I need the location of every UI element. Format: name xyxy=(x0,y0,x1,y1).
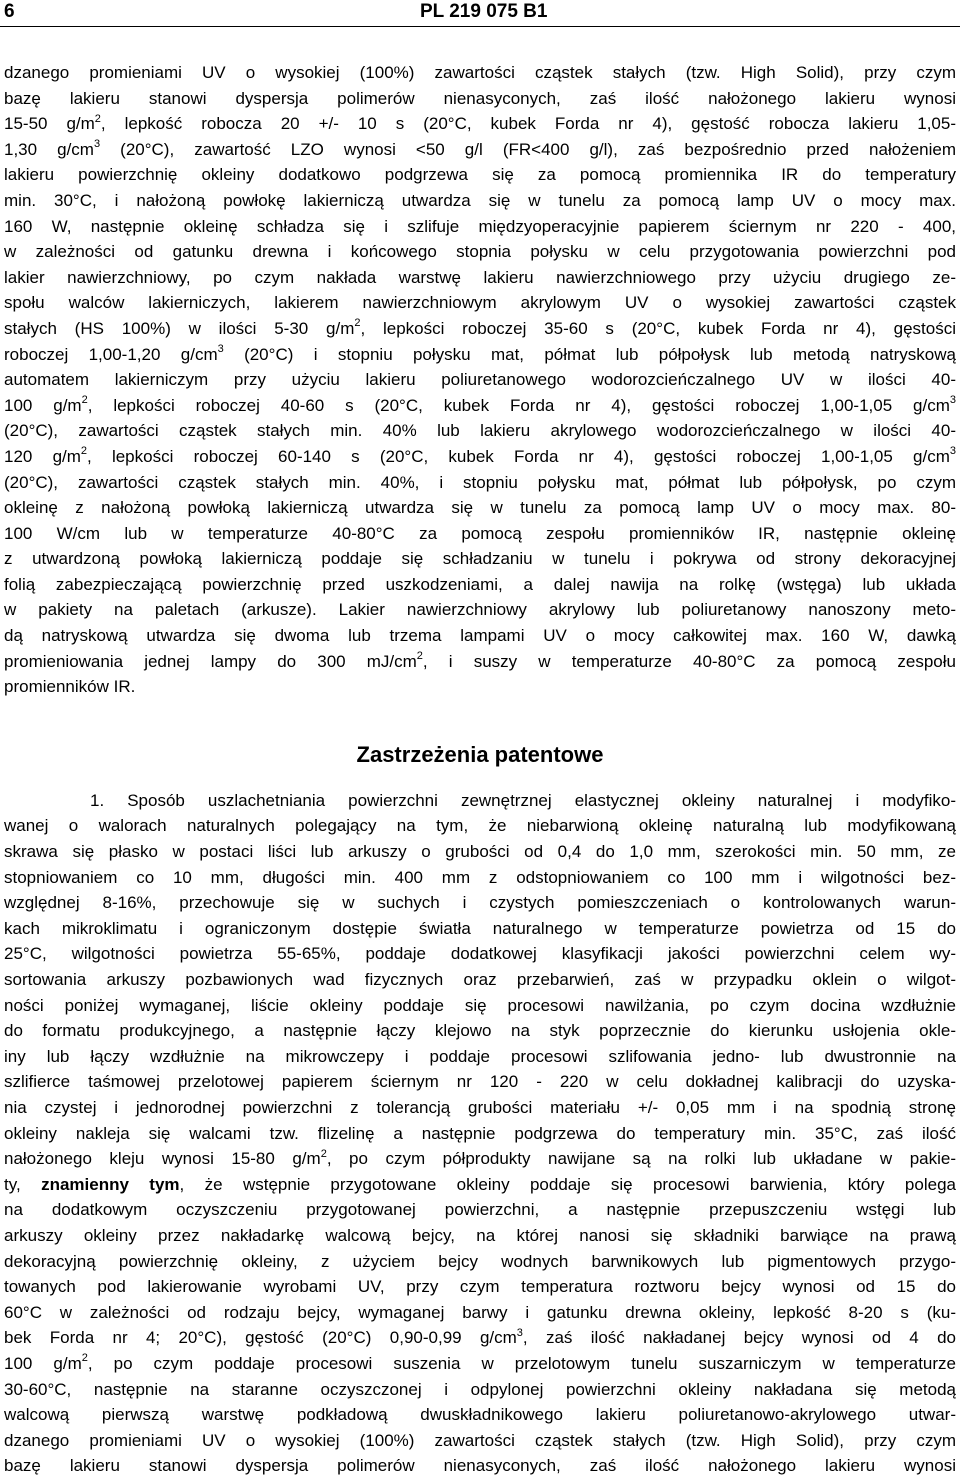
superscript: 3 xyxy=(93,138,101,151)
claim-text-line: skrawa się płasko w postaci liści lub arkuszy o grubości od 0,4 do 1,0 mm, szerokości min. 50 mm, ze xyxy=(4,842,956,862)
superscript: 2 xyxy=(416,650,423,662)
claim-text-line: wanej o walorach naturalnych polegający na tym, że niebarwioną okleinę naturalną lub modyfikowaną xyxy=(4,816,956,836)
claim-text-line: stopniowaniem co 10 mm, długości min. 400 mm z odstopniowaniem co 100 mm i wilgotności bez- xyxy=(4,867,956,887)
superscript: 2 xyxy=(81,394,88,407)
page-number: 6 xyxy=(4,1,15,22)
claim-text-line: iny lub łączy wzdłużnie na mikrowczepy i poddaje procesowi szlifowania jedno- lub dwustronnie na xyxy=(4,1046,956,1066)
claim-text-line: arkuszy okleiny przez nakładarkę walcową bejcy, na której nanosi się składniki barwiące na prawą xyxy=(4,1225,956,1245)
claim-text-line: dzanego promieniami UV o wysokiej (100%) zawartości cząstek stałych (tzw. High Solid), przy czym xyxy=(4,1430,956,1450)
text-line: 120 $g/m^2$, lepkości roboczej 60-140 s (20°C, kubek Forda nr 4), gęstości roboczej 1,00-1,05 $g/cm^3$ xyxy=(4,445,956,466)
text-line: z utwardzoną powłoką lakierniczą poddaje się schładzaniu w tunelu i pokrywa od strony dekoracyjnej xyxy=(4,549,956,569)
superscript: 2 xyxy=(80,445,88,458)
claim-text-line: sortowania arkuszy pozbawionych wad fizycznych oraz przebarwień, zaś w przypadku oklein o wilgot- xyxy=(4,970,956,989)
page-header xyxy=(0,0,960,26)
text-line: min. 30°C, i nałożoną powłokę lakierniczą utwardza się w tunelu za pomocą lamp UV o mocy max. xyxy=(4,190,956,210)
superscript: 2 xyxy=(354,317,361,330)
text-line: folią zabezpieczającą powierzchnię przed uszkodzeniami, a dalej nawija na rolkę (wstęga) lub układa xyxy=(4,574,956,594)
superscript: 3 xyxy=(949,445,956,458)
claim-text-line: 60°C w zależności od rodzaju bejcy, wymaganej barwy i gatunku drewna okleiny, lepkość 8-20 s (ku- xyxy=(4,1302,956,1322)
claim-text-line: ności poniżej wymaganej, liście okleiny poddaje się procesowi nawilżania, po czym docina wzdłużnie xyxy=(4,995,956,1015)
text-line: 100 W/cm lub w temperaturze 40-80°C za pomocą zespołu promienników IR, następnie okleinę xyxy=(4,523,956,543)
text-line: lakieru powierzchnię okleiny dodatkowo podgrzewa się za pomocą promiennika IR do temperatury xyxy=(4,165,956,185)
claim-text-line: szlifierce taśmowej przelotowej papierem ściernym nr 120 - 220 w celu dokładnej kalibracji do uzyska- xyxy=(4,1072,956,1092)
text-line: stałych (HS 100%) w ilości 5-30 $g/m^2$, lepkości roboczej 35-60 s (20°C, kubek Forda nr 4), gęstości xyxy=(4,317,956,338)
claim-text-line: 100 $g/m^2$, po czym poddaje procesowi suszenia w przelotowym tunelu suszarniczym w temperaturze xyxy=(4,1352,956,1373)
text-line: (20°C), zawartości cząstek stałych min. 40%, i stopniu połysku mat, półmat lub półpołysk, po czym xyxy=(4,472,956,492)
superscript: 2 xyxy=(81,1352,88,1365)
page-body xyxy=(4,60,956,1479)
superscript: 3 xyxy=(949,394,956,407)
claim-text-line: 1. Sposób uszlachetniania powierzchni zewnętrznej elastycznej okleiny naturalnej i modyfiko- xyxy=(90,790,956,810)
superscript: 3 xyxy=(516,1326,523,1339)
text-line: w pakiety na paletach (arkusze). Lakier nawierzchniowy akrylowy lub poliuretanowy nanoszony meto- xyxy=(4,600,956,620)
claim-text-line: nia czystej i jednorodnej powierzchni z tolerancją grubości materiału +/- 0,05 mm i na spodnią stronę xyxy=(4,1097,956,1117)
header-rule xyxy=(0,26,960,27)
text-line: promieniowania jednej lampy do 300 $mJ/cm^2$, i suszy w temperaturze 40-80°C za pomocą zespołu xyxy=(4,650,956,671)
text-line: 1,30 $g/cm^3$ (20°C), zawartość LZO wynosi <50 g/l (FR<400 g/l), zaś bezpośrednio przed nałożeniem xyxy=(4,138,957,159)
text-line: roboczej 1,00-1,20 $g/cm^3$ (20°C) i stopniu połysku mat, półmat lub półpołysk lub metodą natryskową xyxy=(4,342,956,364)
claim-text-line: nałożonego kleju wynosi 15-80 $g/m^2$, po czym półprodukty nawijane są na rolki lub układane w pakie- xyxy=(4,1147,956,1169)
description-paragraph xyxy=(4,60,956,700)
claim-text-line: bazę lakieru stanowi dyspersja polimerów nienasyconych, zaś ilość nałożonego lakieru wynosi xyxy=(4,1456,956,1476)
claim-text-line: na dodatkowym oczyszczeniu przygotowanej powierzchni, a następnie przepuszczeniu wstęgi lub xyxy=(4,1200,956,1220)
claim-text-line: kach mikroklimatu i ograniczonym dostępie światła naturalnego w temperaturze powietrza od 15 do xyxy=(4,918,956,938)
superscript: 2 xyxy=(94,112,101,125)
superscript: 3 xyxy=(217,342,224,355)
claim-text-line: 25°C, wilgotności powietrza 55-65%, poddaje dodatkowej klasyfikacji jakości powierzchni celem wy- xyxy=(4,944,956,964)
text-line: automatem lakierniczym przy użyciu lakieru poliuretanowego wodorozcieńczalnego UV w ilości 40- xyxy=(4,370,956,390)
claim-text-line: okleiny nakleja się walcami tzw. flizelinę a następnie podgrzewa do temperatury min. 35°C, zaś ilość xyxy=(4,1123,956,1143)
claim-text-line: względnej 8-16%, przechowuje się w suchych i czystych pomieszczeniach o kontrolowanych warun- xyxy=(4,893,956,913)
text-line: okleinę z nałożoną powłoką lakierniczą utwardza się w tunelu za pomocą lamp UV o mocy max. 80- xyxy=(4,498,956,518)
claim-text-line: dekoracyjną powierzchnię okleiny, z użyciem bejcy wodnych barwnikowych lub pigmentowych przygo- xyxy=(4,1251,956,1271)
text-line: dzanego promieniami UV o wysokiej (100%) zawartości cząstek stałych (tzw. High Solid), przy czym xyxy=(4,63,956,82)
text-line: promienników IR. xyxy=(4,677,136,697)
text-line: (20°C), zawartości cząstek stałych min. 40% lub lakieru akrylowego wodorozcieńczalnego w ilości 40- xyxy=(4,421,956,441)
claim-text-line: 30-60°C, następnie na staranne oczyszczonej i odpylonej powierzchni okleiny nakładana się metodą xyxy=(4,1379,956,1399)
claim-text-line: ty, znamienny tym, że wstępnie przygotowane okleiny poddaje się procesowi barwienia, który polega xyxy=(4,1174,956,1194)
claims-heading: Zastrzeżenia patentowe xyxy=(356,741,604,767)
text-line: lakier nawierzchniowy, po czym nakłada warstwę lakieru nawierzchniowego przy użyciu drugiego ze- xyxy=(4,267,956,287)
bold-term: znamienny tym xyxy=(41,1174,180,1194)
text-line: 100 $g/m^2$, lepkości roboczej 40-60 s (20°C, kubek Forda nr 4), gęstości roboczej 1,00-1,05 $g/cm^3$ xyxy=(4,394,956,415)
claim-text-line: towanych pod lakierowanie wyrobami UV, przy czym temperatura roztworu bejcy wynosi od 15 do xyxy=(4,1277,956,1297)
text-line: w zależności od gatunku drewna i końcowego stopnia połysku w celu przygotowania powierzchni pod xyxy=(4,242,956,262)
superscript: 2 xyxy=(320,1147,327,1160)
claim-text-line: walcową pierwszą warstwę podkładową dwuskładnikowego lakieru poliuretanowo-akrylowego utwar- xyxy=(4,1405,956,1425)
text-line: dą natryskową utwardza się dwoma lub trzema lampami UV o mocy całkowitej max. 160 W, dawką xyxy=(4,626,956,646)
claim-text-line: do formatu produkcyjnego, a następnie łączy klejowo na styk poprzecznie do kierunku usłojenia okle- xyxy=(4,1021,956,1041)
claims-paragraph xyxy=(4,788,956,1479)
text-line: 160 W, następnie okleinę schładza się i szlifuje międzyoperacyjnie papierem ściernym nr 220 - 400, xyxy=(4,216,956,236)
claim-text-line: bek Forda nr 4; 20°C), gęstość (20°C) 0,90-0,99 $g/cm^3$, zaś ilość nakładanej bejcy wynosi od 4 do xyxy=(4,1326,956,1348)
text-line: 15-50 $g/m^2$, lepkość robocza 20 +/- 10 s (20°C, kubek Forda nr 4), gęstość robocza lakieru 1,05- xyxy=(4,112,956,134)
text-line: bazę lakieru stanowi dyspersja polimerów nienasyconych, zaś ilość nałożonego lakieru wynosi xyxy=(4,88,956,108)
patent-id: PL 219 075 B1 xyxy=(420,1,548,22)
text-line: społu walców lakierniczych, lakierem nawierzchniowym akrylowym UV o wysokiej zawartości cząstek xyxy=(4,293,956,313)
